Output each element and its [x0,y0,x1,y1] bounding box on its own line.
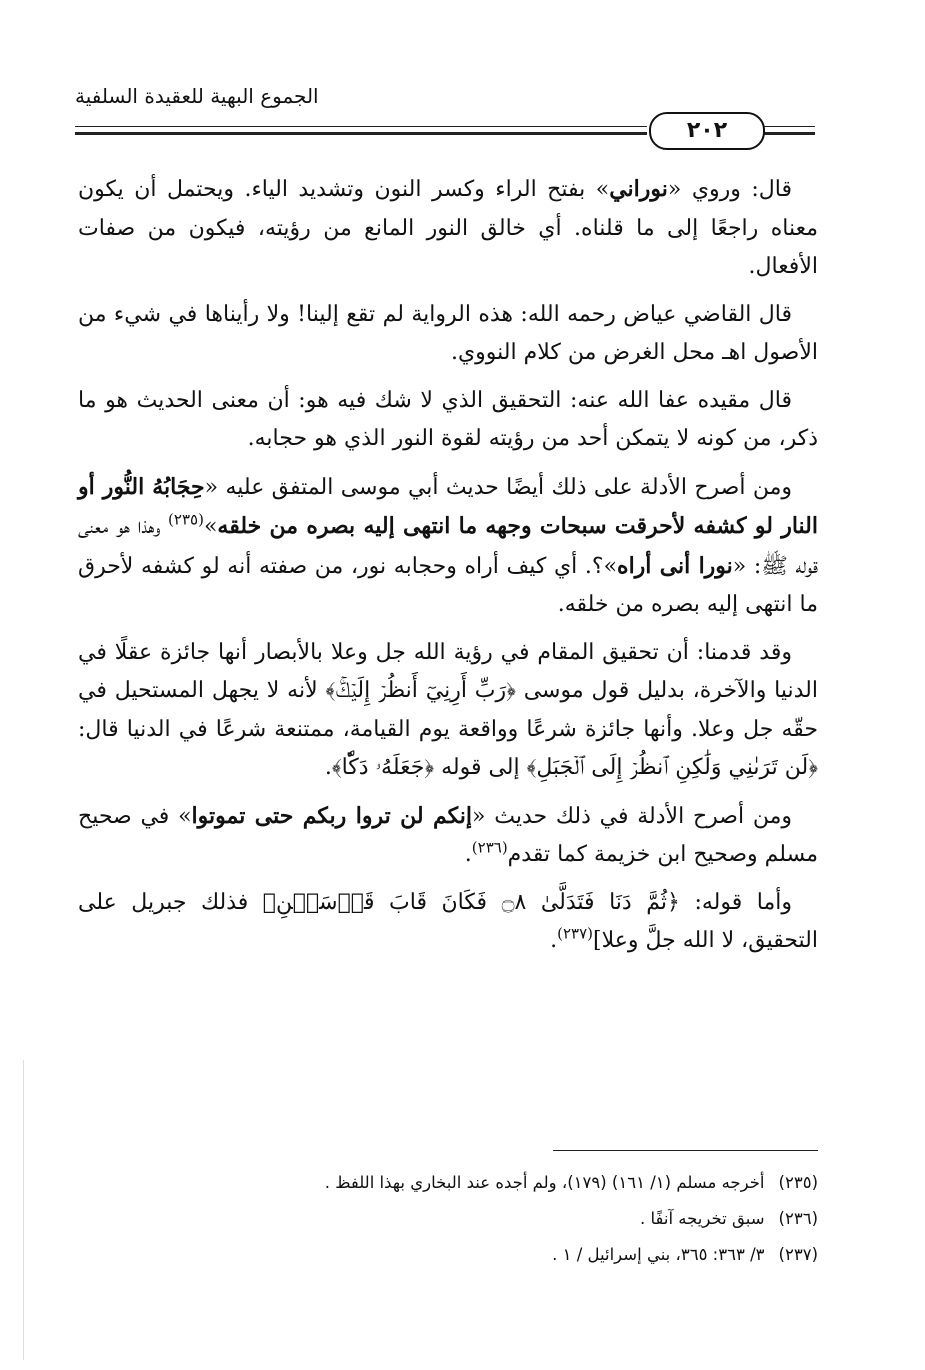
text-run: » في صحيح مسلم وصحيح ابن خزيمة كما تقدم [78,803,818,867]
running-title: الجموع البهية للعقيدة السلفية [75,84,319,108]
header-rule [763,132,815,135]
paragraph [78,468,818,625]
paragraph [78,797,818,875]
page-number-badge: ٢٠٢ [649,112,765,150]
footnote-number: (٢٣٥) [778,1173,818,1192]
text-run: » [203,514,218,539]
hadith-quote: حِجَابُهُ النُّور أو النار لو كشفه لأحرقت سبحات وجهه ما انتهى إليه بصره من خلقه [78,473,818,539]
footnote-ref[interactable]: (٢٣٧) [557,924,593,943]
footnote-text: أخرجه مسلم (١/ ١٦١) (١٧٩)، ولم أجده عند البخاري بهذا اللفظ . [324,1173,765,1192]
text-run: » بفتح الراء وكسر النون وتشديد الياء. ويحتمل أن يكون معناه راجعًا إلى ما قلناه. أي خالق النور المانع من رؤيته، فيكون من صفات الأفعال. [78,177,818,279]
text-run: وهذا هو معنى قوله ﷺ: « [78,514,818,579]
paragraph: وقد قدمنا: أن تحقيق المقام في رؤية الله جل وعلا بالأبصار أنها جائزة عقلًا في الدنيا والآخرة، بدليل قول موسى ﴿رَبِّ أَرِنِيٓ أَنظُرۡ إِلَيۡكَۚ﴾ لأنه لا يجهل المستحيل في حقّه جل وعلا. وأنها جائزة شرعًا وواقعة يوم القيامة، ممتنعة شرعًا في الدنيا قال: ﴿لَن تَرَىٰنِي وَلَٰكِنِ ٱنظُرۡ إِلَى ٱلۡجَبَلِ﴾ إلى قوله ﴿جَعَلَهُۥ دَكّٗا﴾. [78,639,818,780]
footnote-ref[interactable]: (٢٣٥) [168,510,204,529]
footnote-item [78,1172,818,1194]
header-rule [75,126,647,127]
paragraph [78,884,818,961]
footnote-divider [553,1150,818,1151]
header-rule [75,132,647,135]
paragraph: قال القاضي عياض رحمه الله: هذه الرواية لم تقع إلينا! ولا رأيناها في شيء من الأصول اهـ محل الغرض من كلام النووي. [78,301,818,365]
header-rule [763,126,815,127]
footnote-ref[interactable]: (٢٣٦) [471,838,508,857]
text-run: قال: وروي « [667,177,793,202]
text-run: ومن أصرح الأدلة في ذلك حديث « [472,803,792,829]
text-run: ومن أصرح الأدلة على ذلك أيضًا حديث أبي موسى المتفق عليه « [204,474,792,500]
footnote-item [78,1244,818,1266]
footnote-text: ٣/ ٣٦٣: ٣٦٥، بني إسرائيل / ١ . [552,1245,765,1264]
page-header [75,84,815,143]
text-run: . [550,928,558,953]
scan-edge-line [23,1060,24,1360]
text-run: . [464,842,472,867]
paragraph [78,170,818,287]
hadith-quote: نورا أنى أراه [617,552,733,579]
text-run: وأما قوله: ﴿ثُمَّ دَنَا فَتَدَلَّىٰ ۝٨ فَكَانَ قَابَ قَوۡسَيۡنِ﴾ فذلك جبريل على التحقيق، لا الله جلَّ وعلا] [78,889,818,953]
text-run: »؟. أي كيف أراه وحجابه نور، من صفته أنه لو كشفه لأحرق ما انتهى إليه بصره من خلقه. [78,553,818,617]
footnote-number: (٢٣٧) [778,1245,818,1264]
paragraph: قال مقيده عفا الله عنه: التحقيق الذي لا شك فيه هو: أن معنى الحديث هو ما ذكر، من كونه لا يتمكن أحد من رؤيته لقوة النور الذي هو حجابه. [78,387,818,451]
hadith-quote: إنكم لن تروا ربكم حتى تموتوا [191,802,473,829]
footnotes [78,1172,818,1280]
footnote-text: سبق تخريجه آنفًا . [639,1209,765,1228]
footnote-item [78,1208,818,1230]
main-text [78,170,818,970]
footnote-number: (٢٣٦) [778,1209,818,1228]
bold-term: نوراني [609,176,668,202]
